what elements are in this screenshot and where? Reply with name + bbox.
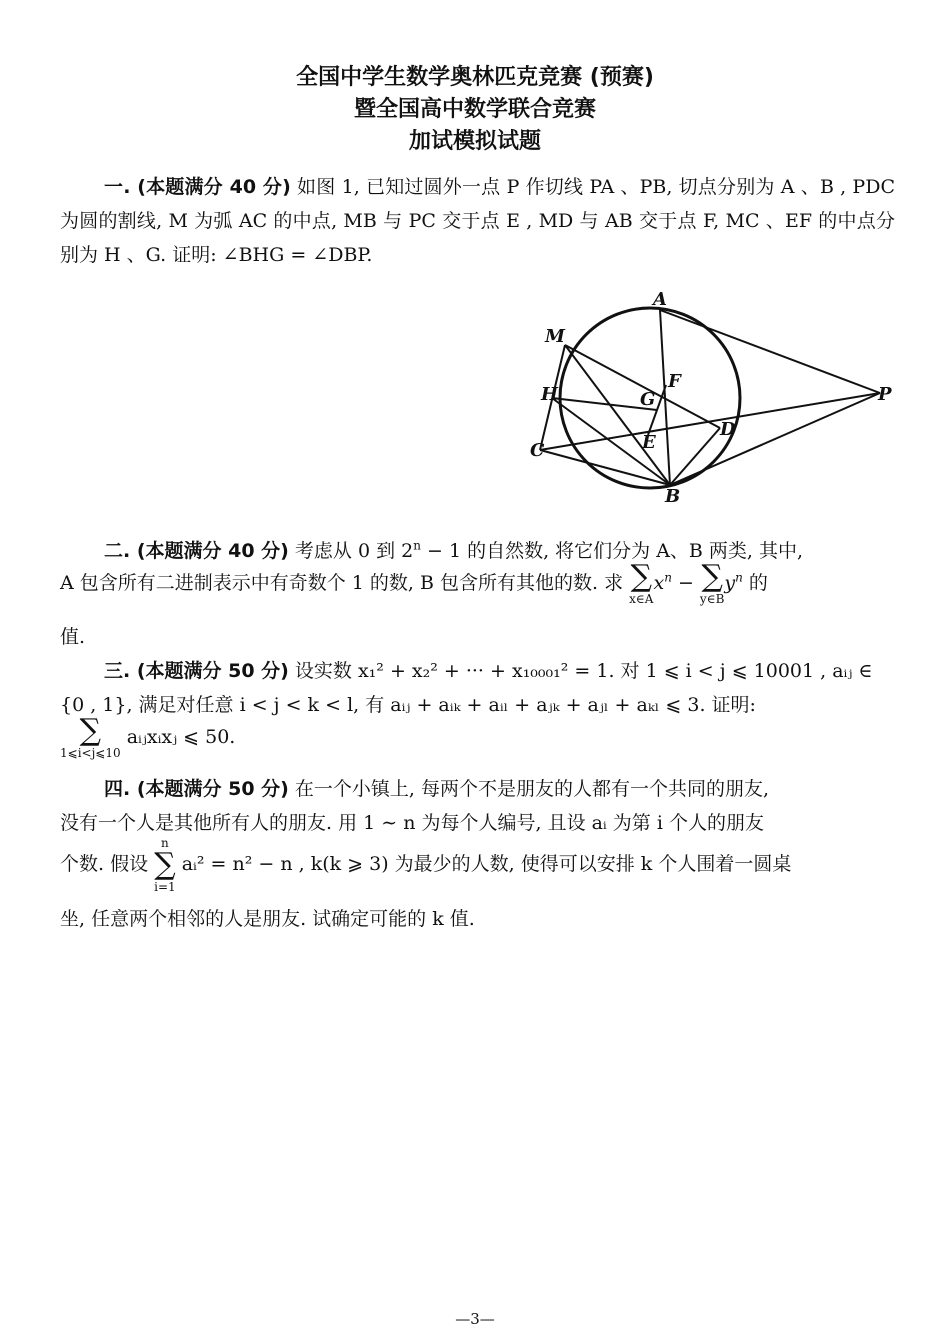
question-2-head: 二. (本题满分 40 分)	[104, 540, 289, 562]
exam-title-line-1: 全国中学生数学奥林匹克竞赛 (预赛)	[296, 65, 654, 90]
question-1-head: 一. (本题满分 40 分)	[104, 176, 291, 198]
question-1-text: 如图 1, 已知过圆外一点 P 作切线 PA 、PB, 切点分别为 A 、B , PDC 为圆的割线, M 为弧 AC 的中点, MB 与 PC 交于点 E , MD 与 AB 交于点 F, MC 、EF 的中点分别为 H 、G. 证明: ∠BHG = ∠DBP.	[60, 176, 895, 266]
sum-over-b-sub: y∈B	[699, 592, 725, 606]
label-m: M	[545, 326, 565, 347]
label-h: H	[541, 384, 559, 405]
question-3-head: 三. (本题满分 50 分)	[104, 660, 289, 682]
label-b: B	[665, 486, 681, 507]
question-2-line-2b: 的	[742, 572, 768, 594]
exam-title-line-3: 加试模拟试题	[408, 129, 541, 154]
term-y: y	[724, 572, 736, 594]
sum-ij: ∑ 1⩽i<j⩽10	[60, 713, 121, 760]
page-number: —3—	[455, 1310, 495, 1328]
term-x: x	[653, 572, 665, 594]
sum-ai-sub: i=1	[154, 880, 176, 894]
question-2-line-2	[60, 559, 895, 606]
tangent-pa	[660, 310, 880, 393]
question-4-line-4: 坐, 任意两个相邻的人是朋友. 试确定可能的 k 值.	[60, 908, 475, 930]
term-y-exp: n	[735, 570, 743, 585]
label-c: C	[530, 440, 545, 461]
question-2-text-a: 考虑从 0 到 2	[294, 540, 414, 562]
sum-ij-sub: 1⩽i<j⩽10	[60, 746, 121, 760]
term-x-exp: n	[664, 570, 672, 585]
label-g: G	[640, 389, 656, 410]
minus-sign: −	[671, 572, 700, 594]
sum-ij-expr: aᵢⱼxᵢxⱼ ⩽ 50.	[126, 726, 236, 748]
sum-ai-sup: n	[161, 836, 169, 850]
question-3-line-3	[60, 713, 895, 760]
question-2-line-2a: A 包含所有二进制表示中有奇数个 1 的数, B 包含所有其他的数. 求	[60, 572, 624, 594]
geometry-figure	[520, 290, 900, 515]
question-1	[60, 170, 895, 272]
chord-md	[565, 345, 720, 428]
segment-cb	[540, 450, 670, 485]
question-4-line-3b: aᵢ² = n² − n , k(k ⩾ 3) 为最少的人数, 使得可以安排 k 个人围着一圆桌	[181, 853, 792, 875]
question-2-exp: n	[413, 538, 421, 553]
sum-over-a-sub: x∈A	[629, 592, 654, 606]
question-2-text-c: − 1 的自然数, 将它们分为 A、B 两类, 其中,	[420, 540, 804, 562]
question-4-line-2: 没有一个人是其他所有人的朋友. 用 1 ∼ n 为每个人编号, 且设 aᵢ 为第 i 个人的朋友	[60, 812, 764, 834]
question-4-line-1-text: 在一个小镇上, 每两个不是朋友的人都有一个共同的朋友,	[294, 778, 770, 800]
question-4-line-1	[104, 774, 939, 801]
question-3-line-1-text: 设实数 x₁² + x₂² + ··· + x₁₀₀₀₁² = 1. 对 1 ⩽ i < j ⩽ 10001 , aᵢⱼ ∈	[294, 660, 873, 682]
question-2-line-1	[104, 536, 939, 563]
question-3-line-2: {0 , 1}, 满足对任意 i < j < k < l, 有 aᵢⱼ + aᵢₖ + aᵢₗ + aⱼₖ + aⱼₗ + aₖₗ ⩽ 3. 证明:	[60, 694, 756, 716]
sum-over-b: ∑ y∈B	[699, 559, 725, 606]
label-a: A	[653, 290, 667, 310]
question-3-line-1	[104, 656, 939, 683]
label-p: P	[878, 384, 892, 405]
question-4-line-3	[60, 836, 895, 894]
tangent-pb	[670, 393, 880, 485]
question-2-line-3: 值.	[60, 626, 86, 648]
label-e: E	[642, 432, 656, 453]
label-d: D	[720, 419, 736, 440]
exam-title-line-2: 暨全国高中数学联合竞赛	[353, 97, 596, 122]
question-4-line-3a: 个数. 假设	[60, 853, 149, 875]
label-f: F	[668, 371, 681, 392]
sum-over-a: ∑ x∈A	[629, 559, 654, 606]
question-4-head: 四. (本题满分 50 分)	[104, 778, 289, 800]
sum-ai: n ∑ i=1	[154, 836, 176, 894]
